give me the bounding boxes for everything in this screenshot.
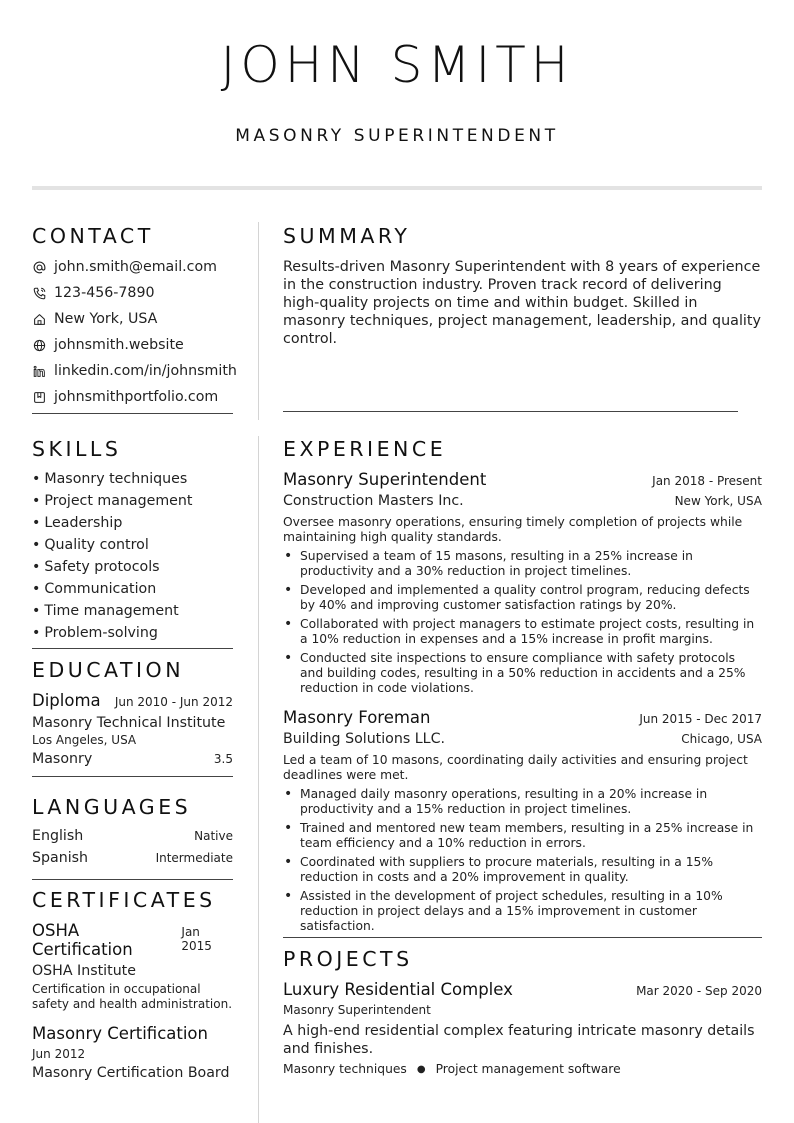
education-gpa: 3.5 <box>213 752 233 766</box>
job-bullet: • Trained and mentored new team members, resulting in a 25% increase in team efficiency and a 10% reduction in errors. <box>284 820 754 850</box>
job-bullet: • Conducted site inspections to ensure compliance with safety protocols and building codes, resulting in a 50% reduction in accidents and a 25% reduction in code violations. <box>284 650 746 695</box>
tag-separator: ● <box>416 1063 426 1075</box>
education-divider <box>32 776 233 777</box>
skill-item: • Quality control <box>32 537 149 553</box>
project-tags <box>283 1062 762 1076</box>
contact-list <box>32 254 237 410</box>
contact-divider <box>32 413 233 414</box>
project-tag: Project management software <box>435 1062 621 1076</box>
job-entry <box>283 470 762 696</box>
job-header <box>283 470 762 489</box>
job-company-row <box>283 493 762 509</box>
contact-website[interactable] <box>32 332 233 358</box>
summary-section <box>283 223 762 348</box>
language-level: Intermediate <box>155 851 233 865</box>
project-tag: Masonry techniques <box>283 1062 407 1076</box>
education-field: Masonry <box>32 751 93 767</box>
contact-linkedin-text: linkedin.com/in/johnsmith <box>54 363 237 379</box>
certificate-issuer: OSHA Institute <box>32 963 136 979</box>
certificate-name: Masonry Certification <box>32 1024 208 1043</box>
contact-linkedin[interactable] <box>32 358 237 384</box>
skills-divider <box>32 648 233 649</box>
language-name: Spanish <box>32 850 89 866</box>
language-row <box>32 828 233 850</box>
contact-portfolio[interactable] <box>32 384 233 410</box>
skill-item: • Communication <box>32 581 157 597</box>
linkedin-icon <box>32 364 46 378</box>
education-field-row <box>32 751 233 767</box>
job-bullet: • Coordinated with suppliers to procure materials, resulting in a 15% reduction in costs and a 20% improvement in quality. <box>284 854 714 884</box>
certificate-description: Certification in occupational safety and health administration. <box>32 982 233 1011</box>
skill-item: • Leadership <box>32 515 123 531</box>
contact-location-text: New York, USA <box>54 311 158 327</box>
portfolio-icon <box>32 390 46 404</box>
education-section <box>32 657 233 777</box>
project-role: Masonry Superintendent <box>283 1003 431 1017</box>
certificate-date: Jan 2015 <box>181 925 212 953</box>
job-company: Building Solutions LLC. <box>283 731 445 747</box>
languages-title: LANGUAGES <box>32 795 192 819</box>
header-divider <box>32 186 762 190</box>
summary-text: Results-driven Masonry Superintendent with 8 years of experience in the construction industry. Proven track record of delivering high-quality projects on time and within budget. Skilled in masonry techniques, project management, leadership, and quality control. <box>283 259 761 347</box>
education-header <box>32 691 233 710</box>
job-bullet: • Collaborated with project managers to estimate project costs, resulting in a 10% reduction in expenses and a 15% increase in profit margins. <box>284 616 755 646</box>
skill-item: • Project management <box>32 493 193 509</box>
column-divider <box>258 222 259 420</box>
education-location: Los Angeles, USA <box>32 733 137 747</box>
education-degree: Diploma <box>32 691 101 710</box>
certificates-title: CERTIFICATES <box>32 888 216 912</box>
job-description: Led a team of 10 masons, coordinating daily activities and ensuring project deadlines were met. <box>283 753 748 782</box>
column-divider <box>258 436 259 1123</box>
project-name: Luxury Residential Complex <box>283 980 513 999</box>
job-bullet: • Supervised a team of 15 masons, resulting in a 25% increase in productivity and a 30% reduction in project timelines. <box>284 548 693 578</box>
home-icon <box>32 312 46 326</box>
languages-divider <box>32 879 233 880</box>
projects-section <box>283 946 762 1076</box>
summary-divider <box>283 411 738 412</box>
education-title: EDUCATION <box>32 658 185 682</box>
project-description: A high-end residential complex featuring intricate masonry details and finishes. <box>283 1023 755 1057</box>
job-location: New York, USA <box>674 494 762 508</box>
project-header <box>283 980 762 999</box>
certificates-section <box>32 887 233 1081</box>
project-dates: Mar 2020 - Sep 2020 <box>636 984 762 998</box>
job-company-row <box>283 731 762 747</box>
contact-section <box>32 223 237 414</box>
language-level: Native <box>194 829 233 843</box>
education-school: Masonry Technical Institute <box>32 715 226 731</box>
job-description: Oversee masonry operations, ensuring timely completion of projects while maintaining high quality standards. <box>283 515 743 544</box>
language-row <box>32 850 233 872</box>
skill-item: • Safety protocols <box>32 559 160 575</box>
at-icon <box>32 260 46 274</box>
education-dates: Jun 2010 - Jun 2012 <box>114 695 233 709</box>
contact-portfolio-text: johnsmithportfolio.com <box>54 389 219 405</box>
job-dates: Jan 2018 - Present <box>652 474 762 488</box>
job-dates: Jun 2015 - Dec 2017 <box>639 712 762 726</box>
contact-phone-text: 123-456-7890 <box>54 285 155 301</box>
phone-icon <box>32 286 46 300</box>
contact-phone[interactable] <box>32 280 233 306</box>
experience-divider <box>283 937 762 938</box>
job-bullet: • Developed and implemented a quality control program, reducing defects by 40% and improving customer satisfaction ratings by 20%. <box>284 582 750 612</box>
contact-website-text: johnsmith.website <box>54 337 184 353</box>
skill-item: • Time management <box>32 603 179 619</box>
job-role: Masonry Superintendent <box>283 470 487 489</box>
skills-list <box>32 468 233 644</box>
job-bullets <box>283 787 762 934</box>
globe-icon <box>32 338 46 352</box>
job-role: Masonry Foreman <box>283 708 431 727</box>
skills-section <box>32 436 233 649</box>
summary-title: SUMMARY <box>283 224 411 248</box>
skill-item: • Problem-solving <box>32 625 158 641</box>
contact-email[interactable] <box>32 254 233 280</box>
job-header <box>283 708 762 727</box>
job-bullet: • Assisted in the development of project schedules, resulting in a 10% reduction in project delays and a 15% improvement in customer satisfaction. <box>284 888 723 933</box>
contact-title: CONTACT <box>32 224 154 248</box>
skill-item: • Masonry techniques <box>32 471 188 487</box>
job-company: Construction Masters Inc. <box>283 493 464 509</box>
certificate-date: Jun 2012 <box>32 1047 86 1061</box>
skills-title: SKILLS <box>32 437 122 461</box>
certificate-issuer: Masonry Certification Board <box>32 1065 230 1081</box>
projects-title: PROJECTS <box>283 947 413 971</box>
certificate-name: OSHA Certification <box>32 921 133 959</box>
candidate-name: JOHN SMITH <box>220 36 574 94</box>
languages-section <box>32 794 233 880</box>
certificate-header <box>32 921 233 959</box>
contact-email-text: john.smith@email.com <box>54 259 217 275</box>
job-location: Chicago, USA <box>681 732 762 746</box>
contact-location <box>32 306 233 332</box>
experience-title: EXPERIENCE <box>283 437 447 461</box>
job-bullets <box>283 549 762 696</box>
experience-section <box>283 436 762 938</box>
job-entry <box>283 708 762 934</box>
job-bullet: • Managed daily masonry operations, resulting in a 20% increase in productivity and a 15% reduction in project timelines. <box>284 786 708 816</box>
candidate-role: MASONRY SUPERINTENDENT <box>235 126 559 146</box>
language-name: English <box>32 828 84 844</box>
